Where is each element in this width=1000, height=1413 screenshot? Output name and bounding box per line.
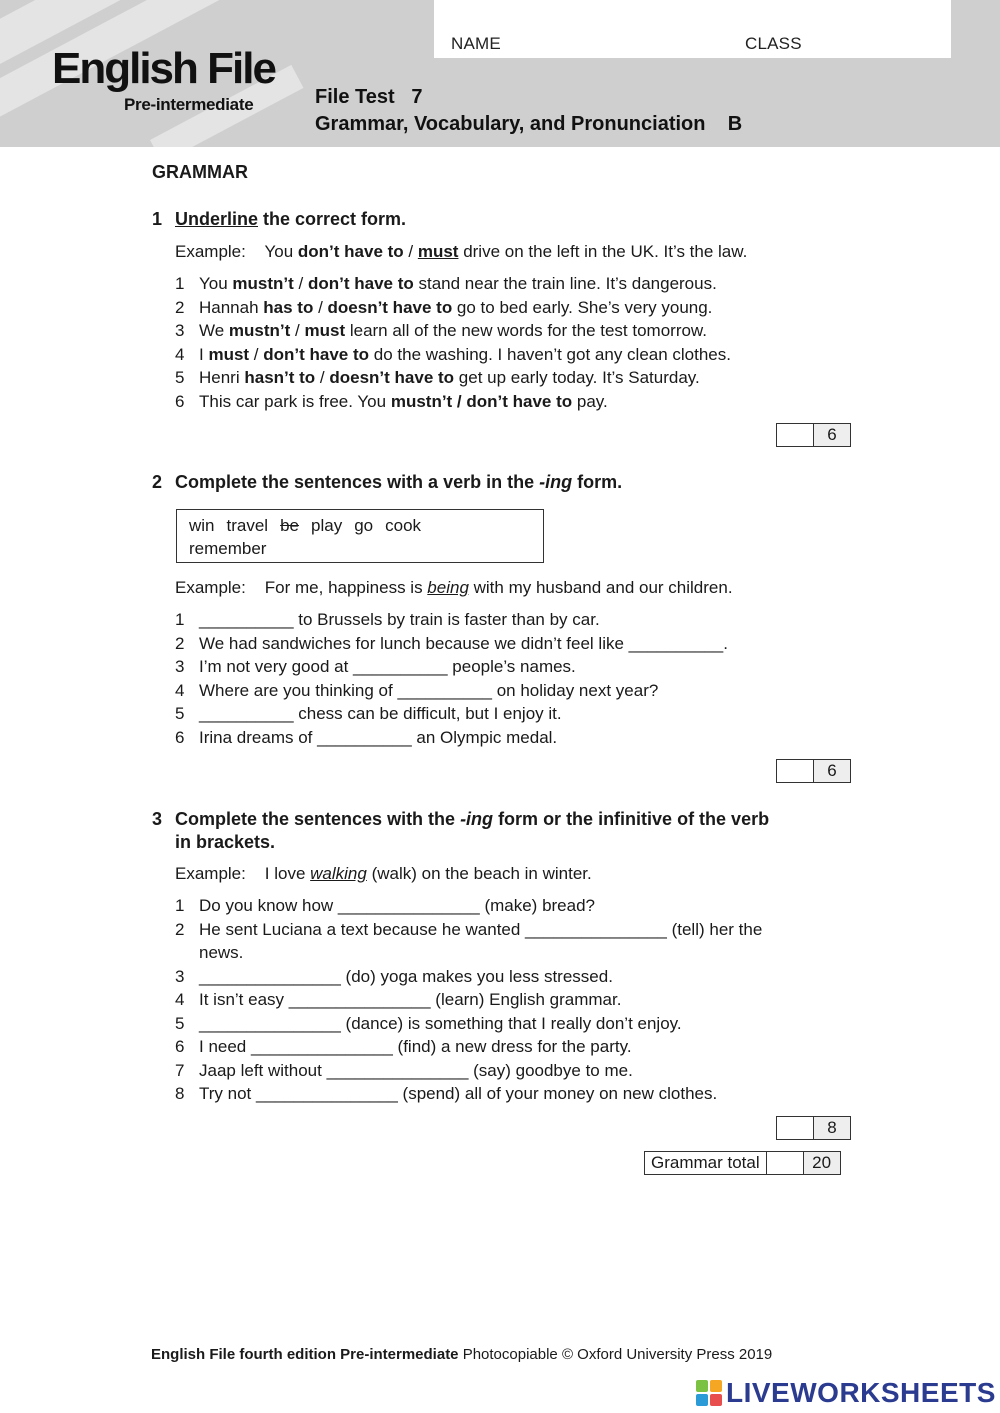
option-a: hasn’t to [244, 368, 316, 387]
word-box [176, 509, 544, 563]
item-number: 5 [175, 704, 185, 723]
name-class-box [434, 0, 951, 58]
list-item: Where are you thinking of __________ on holiday next year? [199, 680, 659, 700]
list-item: news. [199, 943, 244, 962]
question-instruction: Complete the sentences with a verb in the -ing form. [175, 472, 623, 492]
option-a: mustn’t [232, 274, 294, 293]
option-separator: / [290, 321, 305, 340]
example-line: Example: For me, happiness is being with my husband and our children. [175, 578, 733, 597]
item-number: 3 [175, 321, 185, 340]
option-a: mustn’t [228, 321, 291, 340]
item-text: Hannah [199, 297, 264, 317]
option-separator: / [315, 368, 330, 387]
item-number: 2 [175, 297, 185, 317]
list-item: We had sandwiches for lunch because we didn’t feel like __________. [199, 633, 728, 653]
list-item [199, 298, 712, 318]
list-item: _______________ (dance) is something that I really don’t enjoy. [199, 1013, 682, 1033]
item-number: 6 [175, 727, 185, 747]
list-item: Irina dreams of __________ an Olympic medal. [199, 727, 558, 747]
word: play [311, 516, 343, 535]
option-b: must [304, 321, 346, 340]
option-b: don’t have to [307, 274, 414, 293]
item-text: I [199, 344, 209, 364]
list-item [199, 368, 700, 388]
item-number: 3 [175, 966, 185, 986]
grammar-total-box [644, 1151, 841, 1175]
class-label: CLASS [745, 34, 802, 53]
item-number: 2 [175, 919, 185, 939]
liveworksheets-logo-icon [696, 1380, 722, 1406]
test-subtitle: Grammar, Vocabulary, and Pronunciation B [315, 113, 743, 135]
item-number: 6 [175, 391, 185, 411]
option-b: don’t have to [263, 344, 370, 364]
list-item: I need _______________ (find) a new dress for the party. [199, 1037, 632, 1056]
score-max: 6 [814, 760, 850, 782]
logo-subtitle: Pre-intermediate [124, 95, 254, 114]
watermark-text: LIVEWORKSHEETS [726, 1377, 996, 1408]
grammar-total-label: Grammar total [645, 1152, 767, 1174]
option-a: mustn’t / don’t have to [390, 391, 573, 411]
option-b: doesn’t have to [329, 368, 455, 387]
item-number: 1 [175, 610, 185, 629]
question-instruction: Complete the sentences with the -ing form or the infinitive of the verb in brackets. [175, 809, 770, 852]
score-input[interactable] [777, 760, 814, 782]
section-title: GRAMMAR [152, 162, 248, 182]
list-item: __________ to Brussels by train is faster than by car. [199, 610, 600, 629]
item-number: 1 [175, 896, 185, 915]
item-number: 5 [175, 1013, 185, 1033]
question-number: 1 [152, 209, 163, 229]
score-box [776, 1116, 851, 1140]
item-text: pay. [572, 391, 608, 411]
list-item: It isn’t easy _______________ (learn) English grammar. [199, 990, 622, 1009]
option-separator: / [313, 297, 328, 317]
item-number: 5 [175, 368, 185, 387]
word: remember [189, 539, 267, 558]
question-number: 3 [152, 809, 163, 829]
footer-copyright: English File fourth edition Pre-intermediate Photocopiable © Oxford University Press 2019 [151, 1346, 773, 1363]
example-line: Example: I love walking (walk) on the beach in winter. [175, 864, 592, 883]
grammar-total-value: 20 [804, 1152, 840, 1174]
score-box [776, 759, 851, 783]
item-number: 1 [175, 274, 185, 293]
test-title: File Test 7 [315, 86, 423, 108]
list-item: Try not _______________ (spend) all of your money on new clothes. [199, 1084, 718, 1103]
list-item [199, 392, 608, 412]
option-a: has to [263, 297, 314, 317]
option-a: must [208, 344, 250, 364]
list-item: He sent Luciana a text because he wanted _______________ (tell) her the [199, 919, 763, 939]
score-input[interactable] [777, 1117, 814, 1139]
item-text: do the washing. I haven’t got any clean clothes. [369, 344, 731, 364]
item-text: This car park is free. You [199, 391, 391, 411]
list-item: Jaap left without _______________ (say) goodbye to me. [199, 1060, 633, 1080]
item-number: 4 [175, 344, 185, 364]
score-max: 8 [814, 1117, 850, 1139]
item-number: 3 [175, 657, 185, 676]
item-text: You [199, 274, 233, 293]
list-item: I’m not very good at __________ people’s names. [199, 657, 576, 676]
name-label: NAME [451, 34, 501, 53]
score-box [776, 423, 851, 447]
word-crossed: be [280, 516, 300, 535]
liveworksheets-watermark [696, 1378, 996, 1408]
item-number: 8 [175, 1084, 185, 1103]
word: cook [385, 516, 422, 535]
list-item [199, 345, 731, 365]
list-item: Do you know how _______________ (make) bread? [199, 896, 595, 915]
item-number: 6 [175, 1037, 185, 1056]
item-number: 7 [175, 1060, 185, 1080]
question-number: 2 [152, 472, 163, 492]
list-item [199, 274, 717, 294]
word: go [354, 516, 374, 535]
list-item: _______________ (do) yoga makes you less stressed. [199, 966, 613, 986]
list-item: __________ chess can be difficult, but I enjoy it. [199, 704, 562, 723]
item-number: 4 [175, 680, 185, 700]
option-separator: / [293, 274, 308, 293]
list-item [199, 321, 707, 341]
item-number: 4 [175, 990, 185, 1009]
item-text: learn all of the new words for the test tomorrow. [345, 321, 707, 340]
total-input[interactable] [767, 1152, 804, 1174]
item-text: We [199, 321, 229, 340]
page-header [0, 0, 1000, 147]
score-input[interactable] [777, 424, 814, 446]
item-text: go to bed early. She’s very young. [452, 297, 713, 317]
question-instruction: Underline the correct form. [175, 209, 407, 229]
option-b: doesn’t have to [327, 297, 453, 317]
item-text: Henri [199, 368, 245, 387]
item-text: get up early today. It’s Saturday. [454, 368, 700, 387]
item-number: 2 [175, 633, 185, 653]
word: win [189, 516, 215, 535]
score-max: 6 [814, 424, 850, 446]
example-line: Example: You don’t have to / must drive on the left in the UK. It’s the law. [175, 242, 748, 261]
word: travel [226, 516, 269, 535]
option-separator: / [249, 344, 264, 364]
logo-title: English File [52, 44, 275, 93]
item-text: stand near the train line. It’s dangerous. [413, 274, 717, 293]
